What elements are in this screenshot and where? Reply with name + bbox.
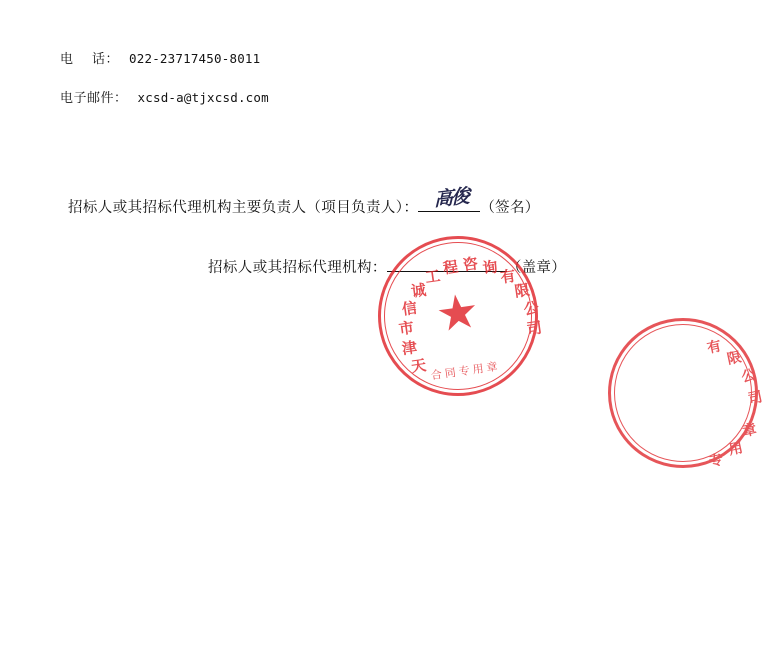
phone-value: 022-23717450-8011 — [129, 51, 261, 66]
handwritten-signature: 高俊 — [434, 185, 468, 211]
stamp-star-icon: ★ — [432, 284, 483, 343]
stamp-bottom-text: 合同专用章 — [430, 359, 502, 383]
company-seal-stamp — [368, 226, 549, 407]
signature-line-principal-label: 招标人或其招标代理机构主要负责人（项目负责人）： — [68, 200, 419, 216]
signature-line-agency-label: 招标人或其招标代理机构： — [208, 260, 387, 276]
email-row — [60, 87, 600, 106]
signature-line-principal — [68, 196, 568, 217]
signature-line-agency-note: （盖章） — [506, 260, 567, 276]
email-label: 电子邮件： — [60, 91, 128, 106]
contact-block — [60, 48, 600, 126]
partial-seal-stamp — [594, 304, 772, 482]
partial-stamp-arc-text: 有 限 公 司 章 用 专 — [705, 338, 764, 471]
signature-line-principal-note: （签名） — [480, 200, 540, 216]
stamp-arc-text: 天 津 市 信 诚 工 程 咨 询 有 限 公 司 — [397, 254, 544, 376]
email-value: xcsd-a@tjxcsd.com — [137, 90, 269, 105]
phone-label: 电 话： — [60, 52, 120, 67]
phone-row — [60, 48, 600, 67]
